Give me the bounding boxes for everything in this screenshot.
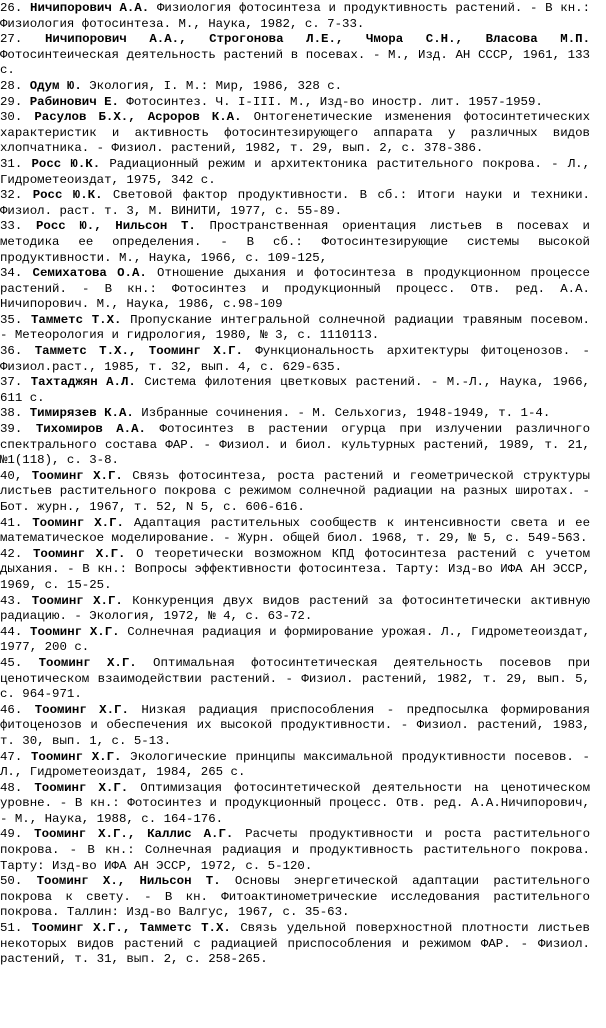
reference-number: 41. — [0, 515, 23, 530]
reference-text: Фотосинтез в растении огурца при излучении различного спектрального состава ФАР. - Физиол. и биол. культурных растений, 1989, т. 21, №1(118), с. 3-8. — [0, 422, 591, 468]
reference-text: Адаптация растительных сообществ к интенсивности света и ее математическое моделирование. - Журн. общей биол. 1968, т. 29, № 5, с. 549-563. — [0, 515, 591, 546]
reference-entry — [0, 547, 590, 594]
reference-authors: Росс Ю.К. — [32, 188, 103, 203]
reference-entry — [0, 469, 590, 516]
reference-text: Избранные сочинения. - М. Сельхогиз, 1948-1949, т. 1-4. — [141, 406, 551, 421]
reference-authors: Ничипорович А.А., Строгонова Л.Е., Чмора С.Н., Власова М.П. — [44, 32, 591, 47]
reference-authors: Тимирязев К.А. — [29, 406, 134, 421]
reference-number: 50. — [0, 874, 23, 889]
reference-text: Оптимизация фотосинтетической деятельности на ценотическом уровне. - В кн.: Фотосинтез и продукционный процесс. Отв. ред. А.А.Ничипорович, - М., Наука, 1988, с. 164-176. — [0, 780, 591, 826]
reference-entry — [0, 313, 590, 344]
reference-number: 27. — [0, 32, 23, 47]
reference-entry — [0, 1, 590, 32]
reference-authors: Тооминг Х.Г. — [31, 593, 123, 608]
reference-authors: Тооминг Х.Г. — [34, 702, 129, 717]
reference-text: Отношение дыхания и фотосинтеза в продукционном процессе растений. - В кн.: Фотосинтез и продукционный процесс. Отв. ред. А.А. Ничипорович. М., Наука, 1986, с.98-109 — [0, 266, 590, 312]
reference-text: Онтогенетические изменения фотосинтетических характеристик и активность фотосинтезирующего аппарата у различных видов хлопчатника. - Физиол. растений, 1982, т. 29, вып. 2, с. 378-386. — [0, 110, 591, 156]
reference-entry — [0, 594, 590, 625]
reference-text: Расчеты продуктивности и роста растительного покрова. - В кн.: Солнечная радиация и продуктивность растительного покрова. Тарту: Изд-во ИФА АН ЭССР, 1972, с. 5-120. — [0, 827, 591, 873]
reference-text: Основы энергетической адаптации растительного покрова к свету. - В кн. Фитоактинометрические исследования растительного покрова. Таллин: Изд-во Валгус, 1967, с. 35-63. — [0, 874, 590, 920]
reference-text: О теоретически возможном КПД фотосинтеза растений с учетом дыхания. - В кн.: Вопросы эффективности фотосинтеза. Тарту: Изд-во ИФА АН ЭССР, 1969, с. 15-25. — [0, 546, 591, 592]
reference-entry — [0, 422, 590, 469]
reference-text: Фотосинтез. Ч. I-III. М., Изд-во иностр. лит. 1957-1959. — [126, 94, 543, 109]
reference-entry — [0, 219, 590, 266]
reference-number: 34. — [0, 266, 23, 281]
reference-entry — [0, 656, 590, 703]
reference-number: 46. — [0, 702, 23, 717]
reference-entry — [0, 95, 590, 111]
reference-number: 36. — [0, 344, 23, 359]
reference-number: 37. — [0, 375, 23, 390]
reference-entry — [0, 921, 590, 968]
reference-authors: Тооминг Х.Г. — [32, 546, 126, 561]
reference-text: Физиология фотосинтеза и продуктивность растений. - В кн.: Физиология фотосинтеза. М., Наука, 1982, с. 7-33. — [0, 1, 591, 31]
reference-authors: Рабинович Е. — [29, 94, 119, 109]
reference-authors: Ничипорович А.А. — [30, 1, 150, 15]
reference-entry — [0, 625, 590, 656]
reference-authors: Тооминг Х.Г. — [30, 624, 120, 639]
reference-entry — [0, 750, 590, 781]
reference-number: 29. — [0, 94, 23, 109]
reference-number: 31. — [0, 156, 23, 171]
reference-text: Конкуренция двух видов растений за фотосинтетически активную радиацию. - Экология, 1972, № 4, с. 63-72. — [0, 593, 590, 624]
reference-authors: Тооминг Х.Г. — [31, 749, 122, 764]
reference-entry — [0, 32, 590, 79]
reference-text: Экология, I. М.: Мир, 1986, 328 с. — [89, 78, 343, 93]
reference-authors: Росс Ю., Нильсон Т. — [35, 219, 196, 234]
reference-text: Оптимальная фотосинтетическая деятельность посевов при ценотическом взаимодействии растений. - Физиол. растений, 1982, т. 29, вып. 5, с. 964-971. — [0, 655, 591, 702]
reference-list — [0, 1, 590, 968]
reference-number: 40, — [0, 468, 23, 483]
reference-number: 44. — [0, 624, 23, 639]
reference-entry — [0, 516, 590, 547]
reference-entry — [0, 157, 590, 188]
reference-authors: Расулов Б.Х., Асроров К.А. — [34, 110, 242, 125]
reference-number: 33. — [0, 219, 23, 234]
reference-entry — [0, 110, 590, 157]
reference-number: 42. — [0, 546, 23, 561]
reference-number: 39. — [0, 422, 23, 437]
reference-text: Функциональность архитектуры фитоценозов. - Физиол.раст., 1985, т. 32, вып. 4, с. 629-635. — [0, 344, 590, 374]
reference-entry — [0, 375, 590, 406]
reference-number: 32. — [0, 188, 23, 203]
reference-authors: Одум Ю. — [29, 78, 82, 93]
reference-text: Пропускание интегральной солнечной радиации травяным посевом. - Метеорология и гидрология, 1980, № 3, с. 1110113. — [0, 312, 590, 343]
reference-authors: Тихомиров А.А. — [35, 422, 146, 437]
reference-entry — [0, 406, 590, 422]
reference-authors: Тооминг Х.Г., Тамметс Т.Х. — [31, 921, 231, 936]
reference-text: Связь фотосинтеза, роста растений и геометрической структуры листьев растительного покрова с режимом солнечной радиации на разных широтах. - Бот. журн., 1967, т. 52, N 5, с. 606-616. — [0, 468, 590, 514]
reference-number: 30. — [0, 110, 23, 125]
reference-authors: Тооминг Х.Г. — [38, 655, 137, 670]
reference-entry — [0, 344, 590, 375]
reference-authors: Тахтаджян А.Л. — [30, 375, 136, 390]
reference-number: 47. — [0, 749, 23, 764]
reference-text: Солнечная радиация и формирование урожая. Л., Гидрометеоиздат, 1977, 200 с. — [0, 624, 591, 655]
reference-authors: Тооминг Х.Г. — [31, 468, 123, 483]
reference-authors: Тооминг Х.Г. — [34, 780, 129, 795]
reference-text: Радиационный режим и архитектоника растительного покрова. - Л., Гидрометеоиздат, 1975, 342 с. — [0, 156, 591, 187]
reference-text: Низкая радиация приспособления - предпосылка формирования фитоценозов и обеспечения их высокой продуктивности. - Физиол. растений, 1983, т. 30, вып. 1, с. 5-13. — [0, 702, 590, 748]
reference-entry — [0, 79, 590, 95]
reference-entry — [0, 874, 590, 921]
reference-authors: Тооминг Х.Г., Каллис А.Г. — [34, 827, 234, 842]
reference-authors: Тооминг Х., Нильсон Т. — [36, 874, 221, 889]
reference-entry — [0, 781, 590, 828]
reference-number: 48. — [0, 780, 23, 795]
reference-text: Пространственная ориентация листьев в посевах и методика ее определения. - В сб.: Фотосинтезирующие системы высокой продуктивности. М., Наука, 1966, с. 109-125, — [0, 219, 590, 265]
reference-number: 28. — [0, 78, 23, 93]
reference-number: 45. — [0, 655, 23, 670]
reference-number: 26. — [0, 1, 23, 15]
reference-number: 38. — [0, 406, 23, 421]
reference-authors: Семихатова О.А. — [32, 266, 147, 281]
reference-number: 35. — [0, 312, 23, 327]
reference-entry — [0, 703, 590, 750]
reference-authors: Тамметс Т.Х., Тооминг Х.Г. — [34, 344, 243, 359]
reference-text: Световой фактор продуктивности. В сб.: Итоги науки и техники. Физиол. раст. т. 3, М. ВИНИТИ, 1977, с. 55-89. — [0, 188, 590, 218]
reference-entry — [0, 827, 590, 874]
reference-number: 43. — [0, 593, 23, 608]
reference-authors: Тамметс Т.Х. — [31, 312, 122, 327]
reference-text: Связь удельной поверхностной плотности листьев некоторых видов растений с радиацией приспособления и режимом ФАР. - Физиол. растений, т. 31, вып. 2, с. 258-265. — [0, 921, 590, 967]
reference-authors: Тооминг Х.Г. — [32, 515, 124, 530]
reference-entry — [0, 188, 590, 219]
reference-text: Экологические принципы максимальной продуктивности посевов. - Л., Гидрометеоиздат, 1984, 265 с. — [0, 749, 590, 780]
reference-number: 51. — [0, 921, 23, 936]
reference-text: Фотосинтеическая деятельность растений в посевах. - М., Изд. АН СССР, 1961, 133 с. — [0, 47, 590, 78]
reference-number: 49. — [0, 827, 23, 842]
reference-text: Система филотения цветковых растений. - М.-Л., Наука, 1966, 611 с. — [0, 375, 590, 405]
reference-authors: Росс Ю.К. — [31, 156, 101, 171]
reference-entry — [0, 266, 590, 313]
